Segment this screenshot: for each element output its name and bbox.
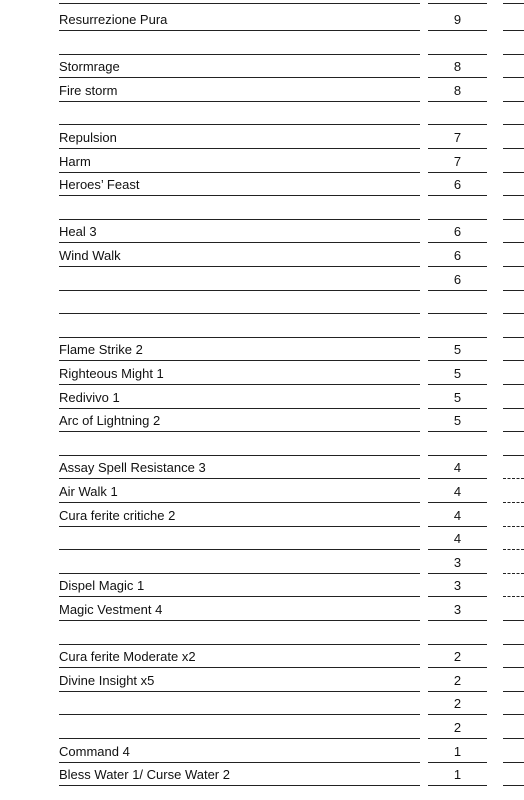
spell-level-field[interactable] [428,363,487,385]
spell-level-field[interactable] [428,33,487,55]
spell-name-field[interactable] [59,623,420,645]
spell-row [0,54,524,78]
spell-name-text: Redivivo 1 [59,389,120,405]
spell-level-field[interactable] [428,339,487,361]
spell-level-field[interactable] [428,670,487,692]
spell-row [0,479,524,503]
spell-name-field[interactable] [59,764,420,786]
spell-level-field[interactable] [428,80,487,102]
spell-level-field[interactable] [428,103,487,125]
spell-name-field[interactable] [59,316,420,338]
spell-level-field[interactable] [428,717,487,739]
spell-level-text: 5 [453,366,462,381]
spell-level-text: 1 [453,767,462,783]
spell-name-field[interactable] [59,198,420,220]
extra-column-field[interactable] [503,784,524,786]
spell-level-field[interactable] [428,434,487,456]
spell-row [0,361,524,385]
spell-level-text: 4 [453,484,462,499]
spell-level-text: 7 [453,153,462,169]
spell-name-text: Fire storm [59,82,118,98]
spell-level-text: 8 [453,82,462,98]
spell-name-field[interactable] [59,505,420,527]
spell-name-text: Heroes’ Feast [59,177,140,193]
spell-row [0,644,524,668]
spell-row [0,31,524,55]
spell-level-text: 5 [453,342,462,358]
spell-name-text: Magic Vestment 4 [59,602,163,617]
spell-name-text: Assay Spell Resistance 3 [59,460,206,476]
spell-level-field[interactable] [428,623,487,645]
spell-level-field[interactable] [428,316,487,338]
spell-name-field[interactable] [59,552,420,574]
spell-row [0,243,524,267]
spell-row [0,101,524,125]
spell-row [0,715,524,739]
spell-level-field[interactable] [428,552,487,574]
spell-name-field[interactable] [59,56,420,78]
spell-row [0,691,524,715]
spell-row [0,621,524,645]
spell-name-field[interactable] [59,245,420,267]
spell-level-field[interactable] [428,387,487,409]
spell-row [0,668,524,692]
spell-name-field[interactable] [59,127,420,149]
spell-name-field[interactable] [59,103,420,125]
spell-name-field[interactable] [59,410,420,432]
spell-level-text: 2 [453,649,462,665]
spell-name-field[interactable] [59,481,420,503]
spell-level-text: 9 [453,12,462,27]
spell-level-field[interactable] [428,764,487,786]
spell-level-field[interactable] [428,741,487,763]
spell-row [0,550,524,574]
spell-name-field[interactable] [59,221,420,243]
spell-level-text: 4 [453,460,462,476]
spell-row [0,385,524,409]
spell-level-field[interactable] [428,221,487,243]
spell-name-field[interactable] [59,339,420,361]
spell-name-text: Harm [59,153,91,169]
spell-name-field[interactable] [59,741,420,763]
spell-level-text: 2 [453,672,462,688]
spell-name-field[interactable] [59,646,420,668]
spell-level-field[interactable] [428,481,487,503]
spell-row [0,455,524,479]
spell-row [0,432,524,456]
spell-level-text: 2 [453,720,462,735]
spell-name-field[interactable] [59,151,420,173]
spell-level-text: 4 [453,507,462,523]
spell-row [0,337,524,361]
spell-name-field[interactable] [59,80,420,102]
spell-name-field[interactable] [59,434,420,456]
top-rule-level-column [428,3,487,4]
spell-level-text: 6 [453,177,462,193]
spell-level-field[interactable] [428,292,487,314]
spell-name-field[interactable] [59,457,420,479]
top-rule-extra-column [503,3,524,4]
spell-level-text: 8 [453,59,462,75]
spell-name-text: Air Walk 1 [59,484,118,499]
top-rule-spell-column [59,3,420,4]
spell-level-text: 6 [453,271,462,287]
spell-name-text: Arc of Lightning 2 [59,413,161,429]
spell-name-text: Cura ferite critiche 2 [59,507,176,523]
spell-name-field[interactable] [59,670,420,692]
spell-row [0,739,524,763]
spell-level-text: 6 [453,248,462,263]
spell-name-text: Heal 3 [59,224,97,240]
spell-level-field[interactable] [428,410,487,432]
spell-level-text: 3 [453,554,462,570]
spell-name-field[interactable] [59,269,420,291]
spell-level-text: 5 [453,389,462,405]
spell-row [0,7,524,31]
spell-row [0,573,524,597]
spell-level-text: 3 [453,602,462,617]
spell-level-text: 6 [453,224,462,240]
spell-name-text: Stormrage [59,59,120,75]
spell-name-text: Righteous Might 1 [59,366,164,381]
spell-name-field[interactable] [59,9,420,31]
spell-row [0,762,524,786]
spell-name-field[interactable] [59,174,420,196]
spell-row [0,172,524,196]
spell-row [0,408,524,432]
spell-name-field[interactable] [59,363,420,385]
spell-row [0,503,524,527]
spell-level-field[interactable] [428,457,487,479]
spell-level-field[interactable] [428,9,487,31]
spell-name-text: Bless Water 1/ Curse Water 2 [59,767,230,783]
spell-row [0,597,524,621]
spell-level-field[interactable] [428,56,487,78]
spell-name-text: Flame Strike 2 [59,342,143,358]
spell-name-field[interactable] [59,717,420,739]
spell-name-field[interactable] [59,693,420,715]
spell-name-text: Cura ferite Moderate x2 [59,649,196,665]
spell-name-field[interactable] [59,292,420,314]
spell-level-field[interactable] [428,269,487,291]
spell-level-text: 2 [453,696,462,712]
spell-name-text: Divine Insight x5 [59,672,155,688]
spell-row [0,314,524,338]
spell-row [0,219,524,243]
spell-name-field[interactable] [59,575,420,597]
spell-name-text: Command 4 [59,743,130,759]
spell-name-text: Repulsion [59,130,117,145]
spell-level-text: 4 [453,531,462,547]
spell-level-field[interactable] [428,151,487,173]
spell-level-field[interactable] [428,245,487,267]
spell-level-field[interactable] [428,174,487,196]
spell-name-text: Resurrezione Pura [59,12,168,27]
spell-level-field[interactable] [428,127,487,149]
spell-level-field[interactable] [428,198,487,220]
spell-level-field[interactable] [428,528,487,550]
spell-name-field[interactable] [59,528,420,550]
spell-name-text: Wind Walk [59,248,121,263]
spell-row [0,125,524,149]
spell-level-field[interactable] [428,693,487,715]
spell-level-field[interactable] [428,575,487,597]
spell-row [0,290,524,314]
spell-level-text: 7 [453,130,462,145]
spell-row [0,526,524,550]
spell-level-text: 1 [453,743,462,759]
spell-row [0,149,524,173]
spell-name-field[interactable] [59,599,420,621]
spell-name-field[interactable] [59,33,420,55]
spell-name-text: Dispel Magic 1 [59,578,145,594]
spell-level-text: 3 [453,578,462,594]
spell-row [0,78,524,102]
spell-name-field[interactable] [59,387,420,409]
spell-level-field[interactable] [428,505,487,527]
spell-row [0,267,524,291]
spell-level-field[interactable] [428,646,487,668]
spell-level-text: 5 [453,413,462,429]
spell-row [0,196,524,220]
spell-level-field[interactable] [428,599,487,621]
